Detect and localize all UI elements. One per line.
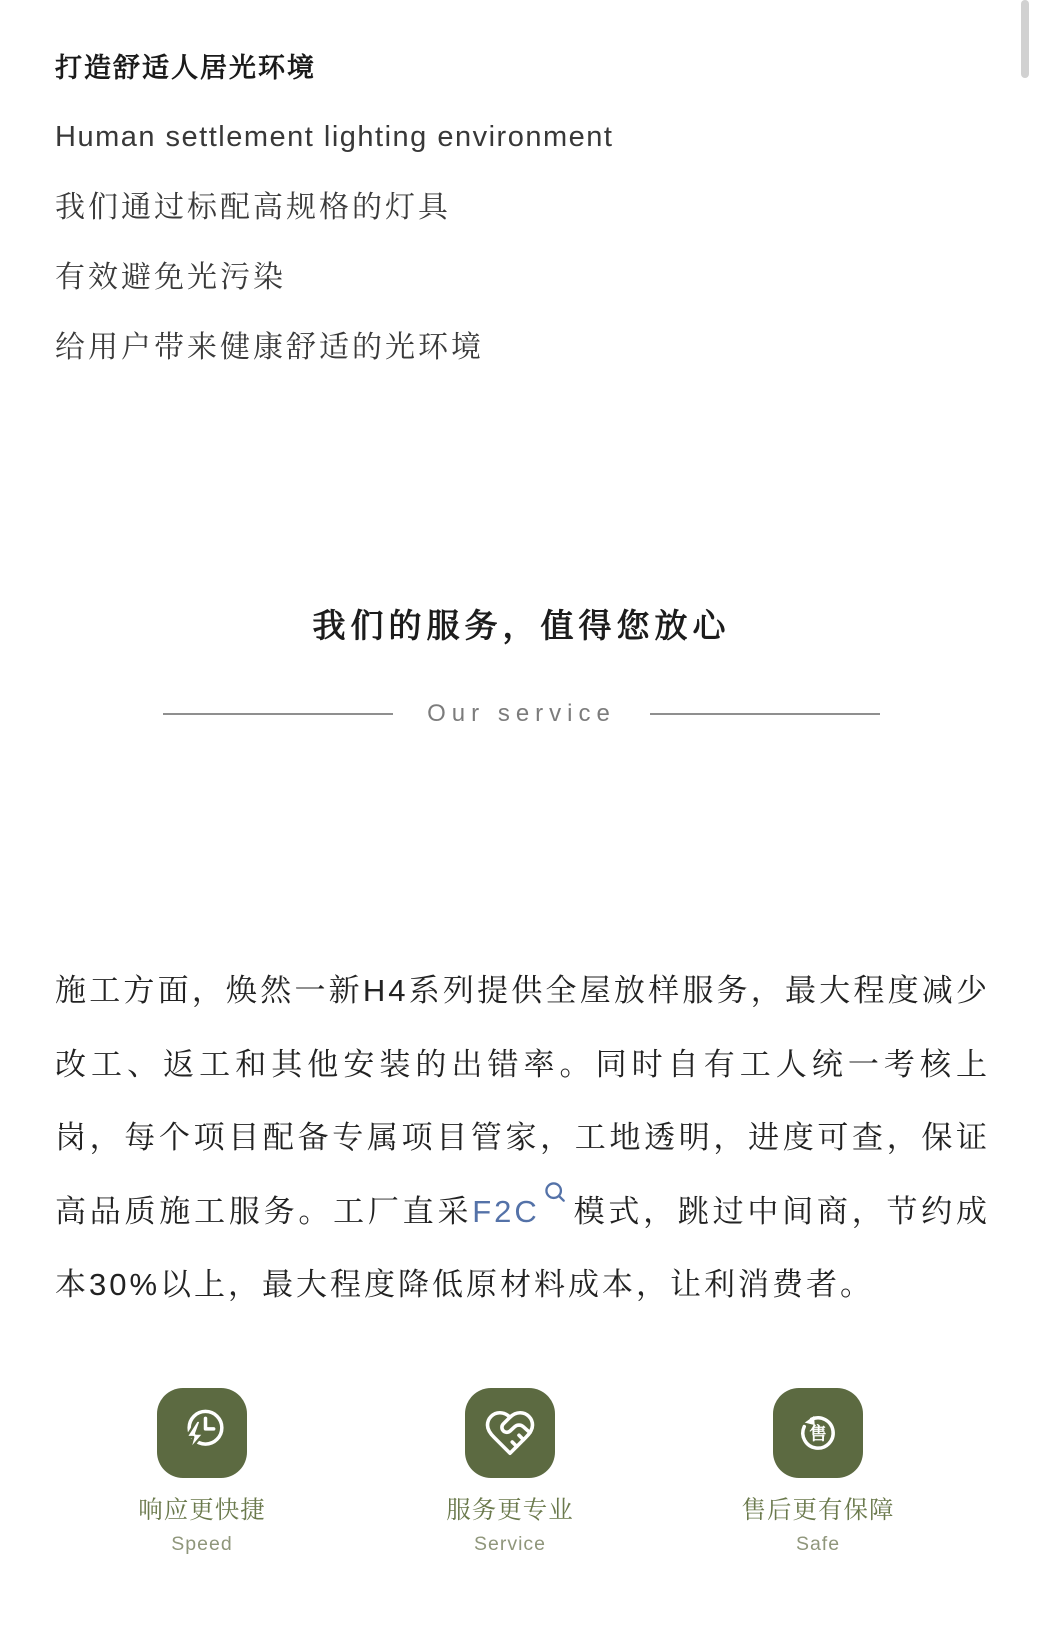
after-sale-refresh-icon xyxy=(773,1388,863,1478)
divider-line-right xyxy=(650,713,880,715)
feature-safe-label-en: Safe xyxy=(795,1532,841,1555)
feature-speed-label-cn: 响应更快捷 xyxy=(138,1496,266,1524)
scrollbar-thumb[interactable] xyxy=(1021,0,1029,78)
intro-section xyxy=(0,0,1043,364)
feature-safe-label-cn: 售后更有保障 xyxy=(741,1496,895,1524)
clock-lightning-icon xyxy=(157,1388,247,1478)
after-sale-glyph: 售 xyxy=(809,1422,827,1443)
search-icon[interactable] xyxy=(542,1179,570,1207)
intro-subtitle-en: Human settlement lighting environment xyxy=(55,121,614,153)
feature-service-label-cn: 服务更专业 xyxy=(446,1496,574,1524)
intro-line-1: 我们通过标配高规格的灯具 xyxy=(55,191,451,224)
heart-handshake-icon xyxy=(465,1388,555,1478)
intro-line-3: 给用户带来健康舒适的光环境 xyxy=(55,331,484,364)
feature-safe xyxy=(678,1388,958,1556)
paragraph-part2: 模式，跳过中间商，节约成本30%以上，最大程度降低原材料成本，让利消费者。 xyxy=(55,1193,991,1302)
service-subtitle: Our service xyxy=(427,700,616,727)
feature-service xyxy=(370,1388,650,1556)
feature-service-label-en: Service xyxy=(473,1532,547,1555)
features-row xyxy=(62,1388,958,1556)
service-subtitle-divider xyxy=(0,701,1043,727)
f2c-keyword-link[interactable]: F2C xyxy=(472,1193,540,1229)
divider-line-left xyxy=(163,713,393,715)
feature-speed-label-en: Speed xyxy=(171,1532,233,1555)
service-section-title: 我们的服务，值得您放心 xyxy=(312,607,731,644)
feature-speed xyxy=(62,1388,342,1556)
intro-title: 打造舒适人居光环境 xyxy=(55,53,316,83)
service-paragraph xyxy=(55,954,990,1322)
intro-line-2: 有效避免光污染 xyxy=(55,261,286,294)
paragraph-part1: 施工方面，焕然一新H4系列提供全屋放样服务，最大程度减少改工、返工和其他安装的出错率。同时自有工人统一考核上岗，每个项目配备专属项目管家，工地透明，进度可查，保证高品质施工服务。工厂直采 xyxy=(55,973,990,1229)
